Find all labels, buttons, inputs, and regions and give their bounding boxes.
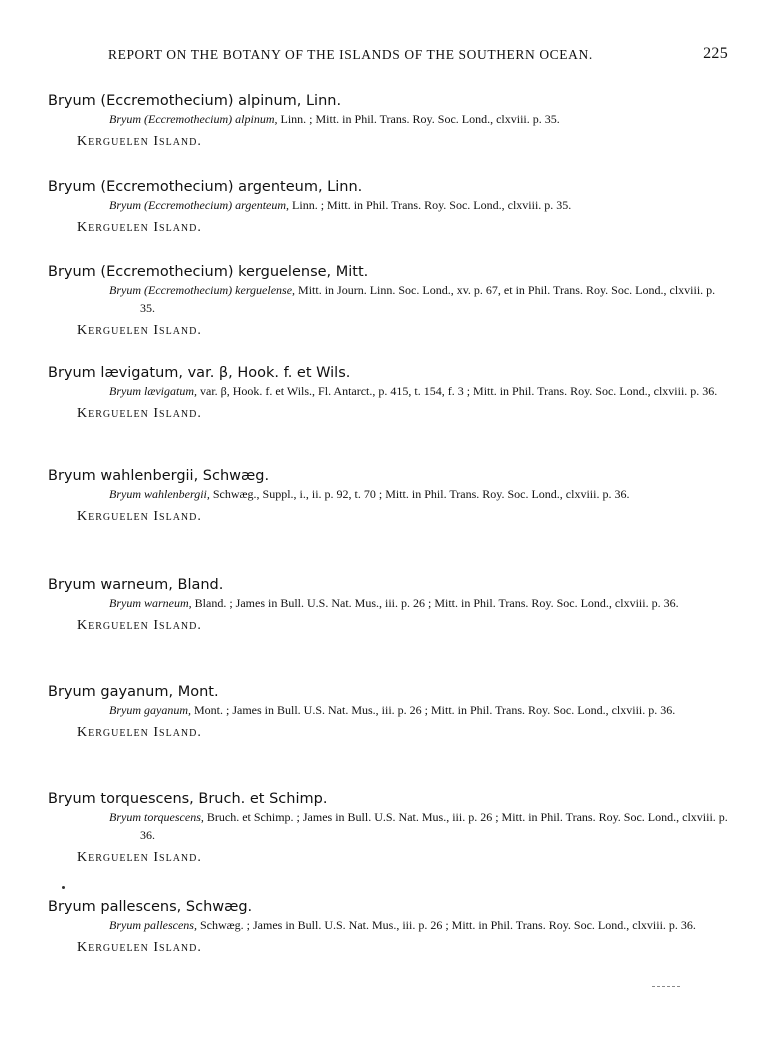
species-entry-gayanum [48, 683, 728, 741]
locality: Kerguelen Island. [77, 509, 202, 524]
species-entry-warneum [48, 576, 728, 634]
species-name: Bryum torquescens, Bruch. et Schimp. [48, 791, 328, 807]
citation [109, 281, 728, 317]
locality: Kerguelen Island. [77, 220, 202, 235]
citation [109, 594, 728, 612]
citation [109, 196, 728, 214]
citation-reference: Bland. ; James in Bull. U.S. Nat. Mus., iii. p. 26 ; Mitt. in Phil. Trans. Roy. Soc. Lond., clxviii. p. 36. [191, 596, 679, 610]
running-head [108, 47, 728, 67]
citation [109, 382, 728, 400]
citation-taxon: Bryum (Eccremothecium) alpinum, [109, 112, 278, 126]
species-name: Bryum wahlenbergii, Schwæg. [48, 468, 270, 484]
species-name: Bryum (Eccremothecium) alpinum, Linn. [48, 93, 342, 109]
citation [109, 808, 728, 844]
citation [109, 701, 728, 719]
citation [109, 916, 728, 934]
citation-taxon: Bryum pallescens, [109, 918, 197, 932]
locality: Kerguelen Island. [77, 323, 202, 338]
running-title: REPORT ON THE BOTANY OF THE ISLANDS OF THE SOUTHERN OCEAN. [108, 47, 593, 62]
species-entry-alpinum [48, 92, 728, 150]
species-name: Bryum pallescens, Schwæg. [48, 899, 253, 915]
citation-reference: Mont. ; James in Bull. U.S. Nat. Mus., iii. p. 26 ; Mitt. in Phil. Trans. Roy. Soc. Lond., clxviii. p. 36. [190, 703, 676, 717]
citation-taxon: Bryum warneum, [109, 596, 192, 610]
species-entry-torquescens [48, 790, 728, 866]
citation-taxon: Bryum (Eccremothecium) kerguelense, [109, 283, 296, 297]
citation-taxon: Bryum (Eccremothecium) argenteum, [109, 198, 290, 212]
species-name: Bryum gayanum, Mont. [48, 684, 219, 700]
species-entry-pallescens [48, 898, 728, 956]
locality: Kerguelen Island. [77, 618, 202, 633]
citation-taxon: Bryum torquescens, [109, 810, 204, 824]
locality: Kerguelen Island. [77, 940, 202, 955]
citation-taxon: Bryum gayanum, [109, 703, 191, 717]
citation-reference: Linn. ; Mitt. in Phil. Trans. Roy. Soc. Lond., clxviii. p. 35. [289, 198, 572, 212]
citation-reference: Bruch. et Schimp. ; James in Bull. U.S. Nat. Mus., iii. p. 26 ; Mitt. in Phil. Trans. Roy. Soc. Lond., clxviii. p. 36. [140, 810, 728, 842]
page-number: 225 [703, 45, 728, 62]
species-name: Bryum warneum, Bland. [48, 577, 224, 593]
citation-reference: var. β, Hook. f. et Wils., Fl. Antarct., p. 415, t. 154, f. 3 ; Mitt. in Phil. Trans. Roy. Soc. Lond., clxviii. p. 36. [197, 384, 718, 398]
stray-ink-marks [652, 986, 680, 989]
species-name: Bryum (Eccremothecium) argenteum, Linn. [48, 179, 363, 195]
species-entry-wahlenbergii [48, 467, 728, 525]
citation-taxon: Bryum lævigatum, [109, 384, 197, 398]
citation-reference: Schwæg., Suppl., i., ii. p. 92, t. 70 ; Mitt. in Phil. Trans. Roy. Soc. Lond., clxviii. p. 36. [209, 487, 630, 501]
locality: Kerguelen Island. [77, 406, 202, 421]
citation [109, 485, 728, 503]
citation-reference: Mitt. in Journ. Linn. Soc. Lond., xv. p. 67, et in Phil. Trans. Roy. Soc. Lond., clxviii. p. 35. [140, 283, 716, 315]
species-name: Bryum (Eccremothecium) kerguelense, Mitt. [48, 264, 369, 280]
citation [109, 110, 728, 128]
species-entry-kerguelense [48, 263, 728, 339]
locality: Kerguelen Island. [77, 850, 202, 865]
stray-ink-dot [62, 886, 65, 889]
locality: Kerguelen Island. [77, 725, 202, 740]
citation-reference: Schwæg. ; James in Bull. U.S. Nat. Mus., iii. p. 26 ; Mitt. in Phil. Trans. Roy. Soc. Lond., clxviii. p. 36. [196, 918, 696, 932]
species-entry-laevigatum [48, 364, 728, 422]
locality: Kerguelen Island. [77, 134, 202, 149]
species-entry-argenteum [48, 178, 728, 236]
citation-reference: Linn. ; Mitt. in Phil. Trans. Roy. Soc. Lond., clxviii. p. 35. [277, 112, 560, 126]
citation-taxon: Bryum wahlenbergii, [109, 487, 210, 501]
species-name: Bryum lævigatum, var. β, Hook. f. et Wils. [48, 365, 351, 381]
